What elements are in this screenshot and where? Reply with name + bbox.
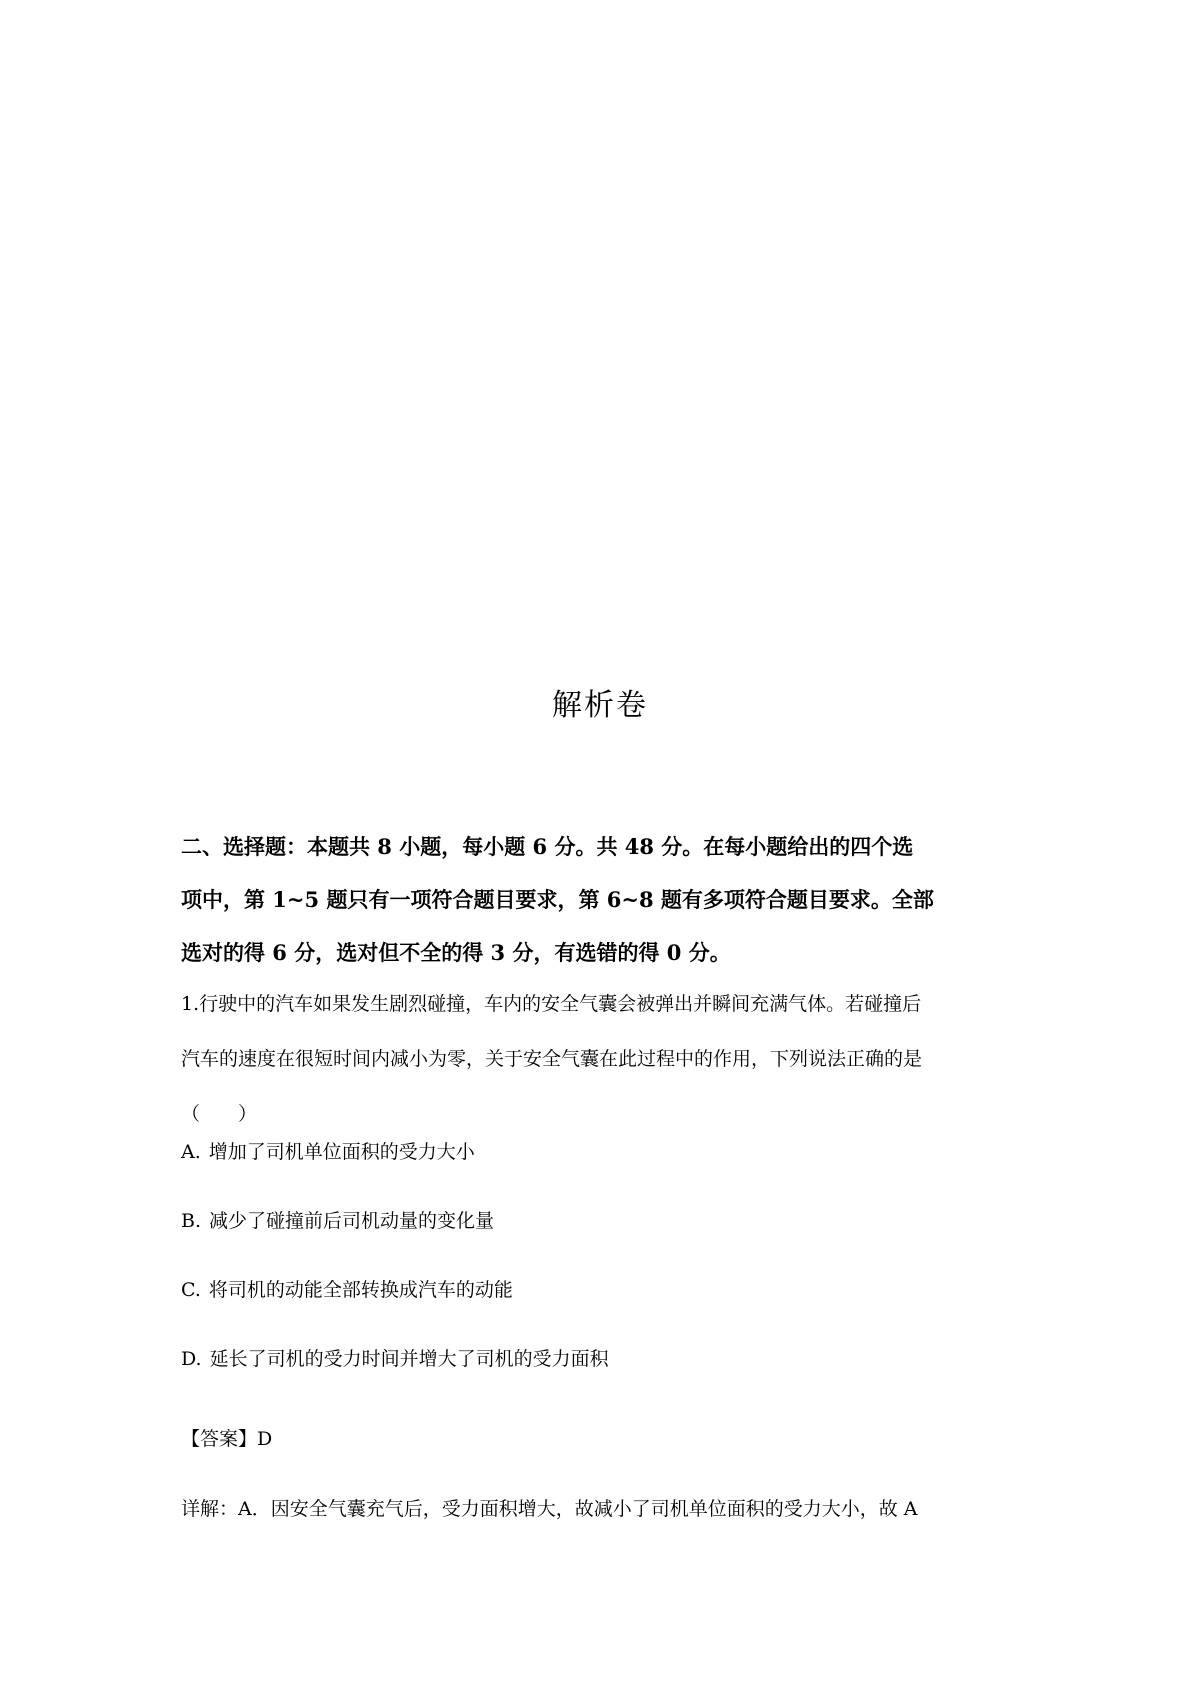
section-heading-line: 项中，第 1~5 题只有一项符合题目要求，第 6~8 题有多项符合题目要求。全部 [181,887,934,912]
option-text: 延长了司机的受力时间并增大了司机的受力面积 [209,1348,609,1370]
option-letter: A. [181,1141,201,1163]
option-b [181,1206,494,1236]
question-stem [181,977,1021,1142]
option-letter: C. [181,1279,201,1301]
option-text: 增加了司机单位面积的受力大小 [208,1141,475,1163]
option-c [181,1275,513,1305]
option-letter: B. [181,1210,202,1232]
option-d [181,1344,609,1374]
detail-line: 详解：A．因安全气囊充气后，受力面积增大，故减小了司机单位面积的受力大小，故 A [181,1498,918,1520]
section-heading-line: 选对的得 6 分，选对但不全的得 3 分，有选错的得 0 分。 [181,940,731,965]
document-title: 解析卷 [552,688,648,723]
option-letter: D. [181,1348,202,1370]
option-text: 减少了碰撞前后司机动量的变化量 [209,1210,495,1232]
question-stem-line: 汽车的速度在很短时间内减小为零，关于安全气囊在此过程中的作用，下列说法正确的是 [181,1048,923,1070]
section-heading-line: 二、选择题：本题共 8 小题，每小题 6 分。共 48 分。在每小题给出的四个选 [181,834,914,859]
question-stem-line: 1.行驶中的汽车如果发生剧烈碰撞，车内的安全气囊会被弹出并瞬间充满气体。若碰撞后 [181,993,922,1015]
option-a [181,1137,475,1167]
option-text: 将司机的动能全部转换成汽车的动能 [208,1279,513,1301]
section-heading [181,820,1021,979]
answer-line: 【答案】D [181,1428,273,1450]
question-stem-line: （ ） [181,1103,258,1125]
